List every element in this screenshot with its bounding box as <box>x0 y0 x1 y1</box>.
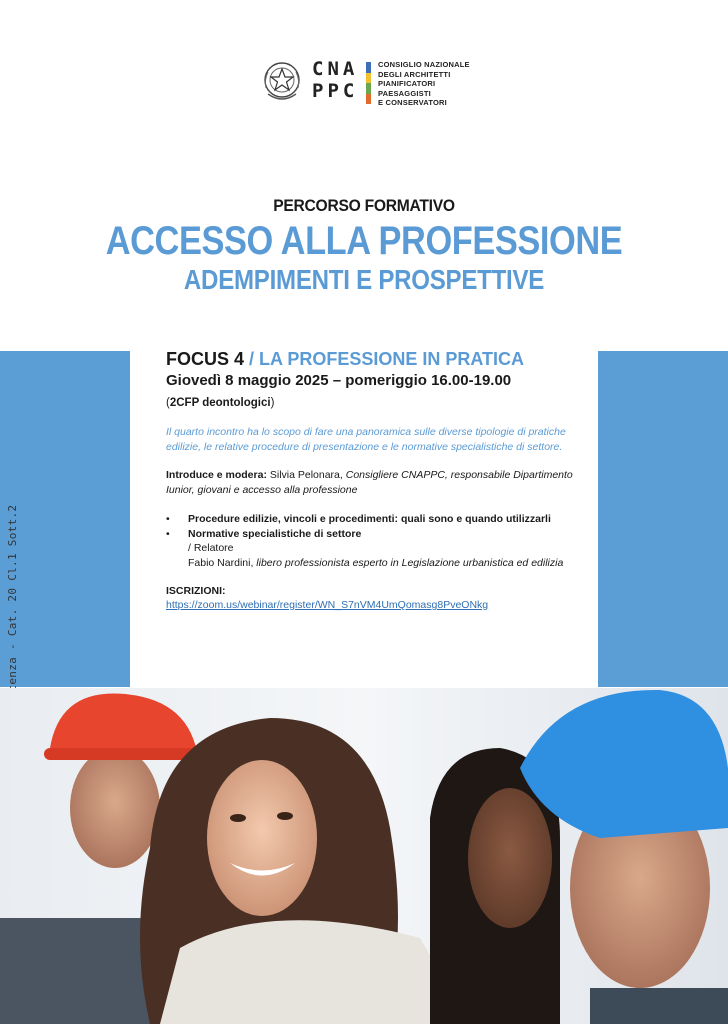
logo-bar-segment <box>366 73 371 84</box>
cfp-open: ( <box>166 397 170 409</box>
speaker-label: / Relatore <box>188 542 234 554</box>
cfp-value: 2CFP deontologici <box>169 397 271 409</box>
event-description: Il quarto incontro ha lo scopo di fare una panoramica sulle diverse tipologie di pratiche edilizie, le relative procedure di presentazione e le normative specialistiche di settore. <box>166 426 566 453</box>
list-item <box>166 527 586 542</box>
topics-list <box>166 512 586 570</box>
logo-line: PAESAGGISTI <box>378 88 431 98</box>
registration-link[interactable]: https://zoom.us/webinar/register/WN_S7nVM4UmQomasg8PveONkg <box>166 599 489 611</box>
topic-text: Procedure edilizie, vincoli e procedimenti: quali sono e quando utilizzarli <box>188 513 551 525</box>
moderator-name: Silvia Pelonara, <box>266 469 346 481</box>
moderator-label: Introduce e modera: <box>166 469 267 481</box>
topic-text: Normative specialistiche di settore <box>188 527 362 540</box>
logo-bar-segment <box>366 94 371 105</box>
event-date: Giovedì 8 maggio 2025 – pomeriggio 16.00-19.00 <box>166 372 512 389</box>
republic-emblem-icon <box>262 60 302 104</box>
bullet-icon: • <box>166 513 170 525</box>
focus-title: LA PROFESSIONE IN PRATICA <box>259 349 525 369</box>
list-item <box>166 512 586 527</box>
logo-line: DEGLI ARCHITETTI <box>378 69 451 79</box>
logo-letters-top: CNA <box>312 58 359 80</box>
speaker-role: libero professionista esperto in Legislazione urbanistica ed edilizia <box>256 556 564 569</box>
logo-bar-segment <box>366 62 371 73</box>
logo-line: PIANIFICATORI <box>378 79 436 88</box>
focus-separator: / <box>244 349 260 369</box>
course-subtitle: ADEMPIMENTI E PROSPETTIVE <box>183 264 545 295</box>
speaker-name: Fabio Nardini, <box>188 556 257 569</box>
moderator-role: Consigliere CNAPPC, responsabile Dipartimento Iunior, giovani e accesso alla professione <box>166 469 573 496</box>
left-blue-band <box>0 351 130 687</box>
moderator-line <box>166 468 576 498</box>
course-title: ACCESSO ALLA PROFESSIONE <box>105 219 623 263</box>
course-overline: PERCORSO FORMATIVO <box>273 196 455 215</box>
workers-photo <box>0 688 728 1024</box>
logo-institution-name <box>378 60 470 108</box>
cfp-close: ) <box>270 397 275 409</box>
speaker-line <box>166 556 586 571</box>
right-blue-band <box>598 351 728 687</box>
logo-wordmark <box>312 58 362 102</box>
focus-number: FOCUS 4 <box>166 349 245 369</box>
bullet-icon: • <box>166 527 170 540</box>
logo-line: CONSIGLIO NAZIONALE <box>378 60 470 69</box>
focus-heading <box>166 349 524 370</box>
registration-label: ISCRIZIONI: <box>166 585 226 597</box>
logo-letters-bottom: PPC <box>312 80 359 102</box>
logo-line: E CONSERVATORI <box>378 98 447 107</box>
logo-color-bar <box>366 62 371 104</box>
logo-bar-segment <box>366 83 371 94</box>
cfp-credits <box>166 397 274 409</box>
